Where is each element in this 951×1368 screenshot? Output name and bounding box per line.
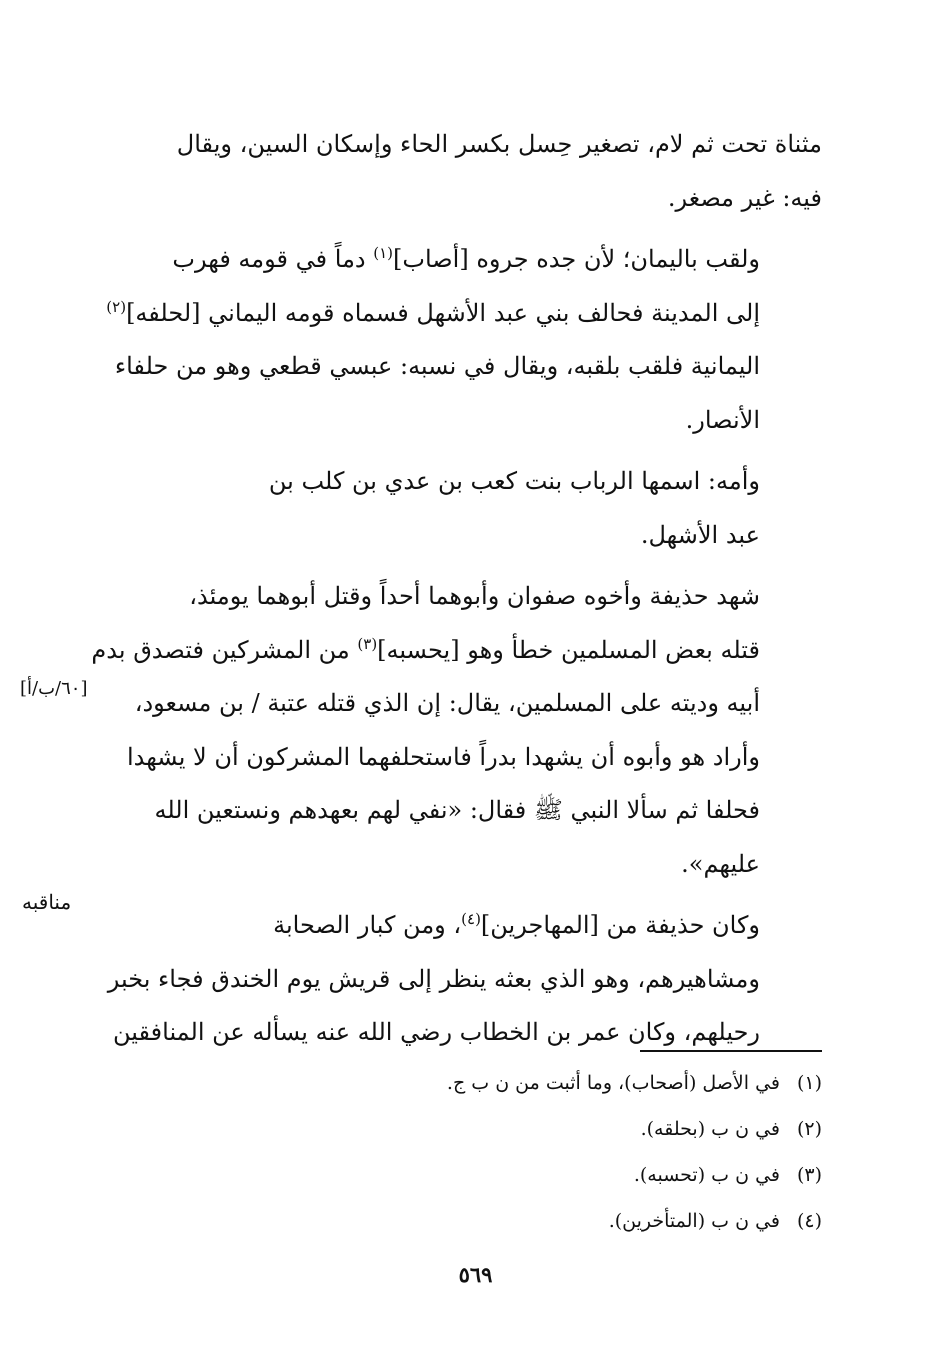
footnote-text: في الأصل (أصحاب)، وما أثبت من ن ب ج.: [446, 1072, 780, 1094]
section-margin-note: مناقبه: [22, 890, 72, 914]
footnote-reference: (١): [373, 244, 394, 262]
text-line: [150, 899, 822, 953]
footnote-item: [380, 1198, 822, 1244]
folio-margin-note: [٦٠/ب/أ]: [20, 678, 88, 699]
footnote-text: في ن ب (بحلقه).: [640, 1118, 780, 1140]
text-segment: إلى المدينة فحالف بني عبد الأشهل فسماه قومه اليماني [لحلفه]: [126, 298, 760, 327]
text-segment: دماً في قومه فهرب: [172, 245, 374, 273]
text-line: وأمه: اسمها الرباب بنت كعب بن عدي بن كلب بن: [268, 467, 760, 495]
text-line: عليهم».: [681, 849, 760, 878]
text-line: رحيلهم، وكان عمر بن الخطاب رضي الله عنه يسأله عن المنافقين: [113, 1018, 760, 1046]
text-line: شهد حذيفة وأخوه صفوان وأبوهما أحداً وقتل أبوهما يومئذ،: [189, 582, 760, 610]
text-line: [91, 624, 822, 678]
text-line: اليمانية فلقب بلقبه، ويقال في نسبه: عبسي قطعي وهو من حلفاء: [114, 352, 760, 380]
footnote-text: في ن ب (تحسبه).: [633, 1164, 780, 1186]
footnote-number: (٢): [796, 1118, 822, 1140]
footnote-text: في ن ب (المتأخرين).: [608, 1210, 780, 1232]
paragraph-muhajirin: [107, 899, 822, 1060]
text-line: وأراد هو وأبوه أن يشهدا بدراً فاستحلفهما المشركون أن لا يشهدا: [126, 742, 760, 771]
footnote-reference: (٢): [106, 297, 127, 316]
main-text: [91, 118, 822, 1068]
footnote-number: (٣): [796, 1164, 822, 1186]
footnote-item: [380, 1060, 822, 1106]
text-segment: ، ومن كبار الصحابة: [273, 911, 462, 939]
page-number: ٥٦٩: [458, 1262, 493, 1287]
text-line: الأنصار.: [685, 405, 760, 434]
footnote-item: [380, 1106, 822, 1152]
text-line: فحلفا ثم سألا النبي ﷺ فقال: «نفي لهم بعهدهم ونستعين الله: [154, 796, 760, 824]
text-segment: وكان حذيفة من [المهاجرين]: [480, 911, 760, 939]
footnote-number: (١): [796, 1072, 822, 1094]
footnote-item: [380, 1152, 822, 1198]
text-line: عبد الأشهل.: [640, 520, 760, 549]
paragraph-uhud: [91, 570, 822, 891]
paragraph-mother: [150, 455, 822, 562]
footnotes: [380, 1060, 822, 1244]
text-segment: ولقب باليمان؛ لأن جده جروه [أصاب]: [393, 245, 760, 273]
text-line: ومشاهيرهم، وهو الذي بعثه ينظر إلى قريش يوم الخندق فجاء بخبر: [107, 964, 760, 993]
text-segment: من المشركين فتصدق بدم: [91, 635, 358, 664]
text-line: [150, 233, 822, 287]
text-segment: قتله بعض المسلمين خطأ وهو [يحسبه]: [377, 635, 760, 664]
paragraph-name-explanation: [150, 118, 822, 225]
footnote-reference: (٣): [357, 634, 378, 653]
text-line: مثناة تحت ثم لام، تصغير حِسل بكسر الحاء وإسكان السين، ويقال: [176, 130, 822, 158]
footnote-divider: [640, 1050, 822, 1052]
text-line: فيه: غير مصغر.: [667, 183, 822, 212]
text-line: [106, 287, 822, 341]
footnote-number: (٤): [796, 1210, 822, 1232]
text-line: أبيه وديته على المسلمين، يقال: إن الذي قتله عتبة / بن مسعود،: [134, 689, 760, 717]
paragraph-laqab: [106, 233, 822, 447]
footnote-reference: (٤): [461, 910, 481, 928]
